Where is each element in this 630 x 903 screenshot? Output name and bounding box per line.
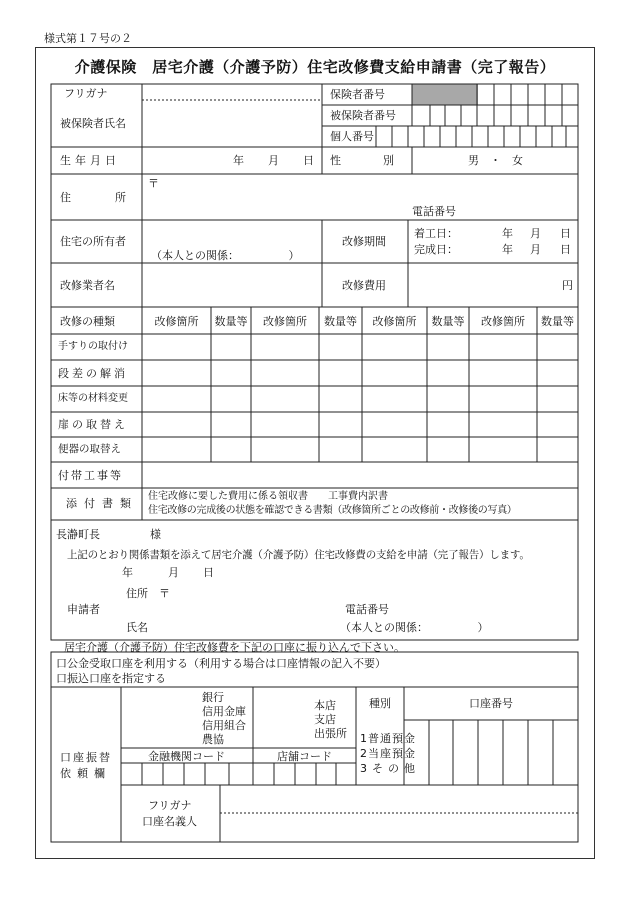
bank-code-label: 金融機関コード — [148, 750, 225, 763]
work-row-door: 扉の取替え — [58, 418, 128, 431]
work-type-header: 改修の種類 — [60, 315, 115, 328]
place-header-4: 改修箇所 — [481, 315, 525, 328]
institution-bank: 銀行 — [202, 691, 224, 704]
branch-main: 本店 — [314, 699, 336, 712]
work-row-extra: 付帯工事等 — [58, 469, 123, 482]
app-month-unit: 月 — [168, 566, 179, 579]
app-day-unit: 日 — [203, 566, 214, 579]
birth-day-unit: 日 — [303, 154, 314, 167]
attachments-line-2: 住宅改修の完成後の状態を確認できる書類（改修箇所ごとの改修前・改修後の写真） — [148, 505, 517, 516]
owner-label: 住宅の所有者 — [60, 235, 126, 248]
sex-label: 性別 — [330, 154, 436, 167]
qty-header-2: 数量等 — [324, 315, 357, 328]
bank-section-label-2: 依頼欄 — [60, 767, 111, 780]
insured-name-field[interactable] — [143, 101, 321, 147]
insured-name-label: 被保険者氏名 — [60, 117, 126, 130]
qty-header-4: 数量等 — [541, 315, 574, 328]
place-header-1: 改修箇所 — [154, 315, 199, 328]
qty-header-1: 数量等 — [214, 315, 248, 328]
address-label: 住所 — [60, 191, 170, 204]
insurer-number-label: 保険者番号 — [330, 88, 385, 101]
applicant-address-label: 住所 〒 — [126, 587, 170, 600]
work-row-step: 段差の解消 — [58, 367, 128, 380]
contractor-label: 改修業者名 — [60, 279, 115, 292]
account-holder-label: 口座名義人 — [142, 815, 197, 828]
birth-date-label: 生年月日 — [60, 154, 120, 167]
sex-options[interactable]: 男 ・ 女 — [468, 154, 523, 167]
branch-sub: 出張所 — [314, 727, 347, 740]
account-type-header: 種別 — [369, 697, 391, 710]
account-type-current[interactable]: 2当座預金 — [360, 747, 416, 760]
addressee-honorific: 様 — [150, 528, 161, 541]
account-type-other[interactable]: 3その他 — [360, 762, 420, 775]
applicant-label: 申請者 — [67, 603, 100, 616]
qty-header-3: 数量等 — [431, 315, 465, 328]
address-phone-label: 電話番号 — [412, 205, 456, 218]
form-number: 様式第１７号の２ — [44, 32, 132, 45]
start-year-unit: 年 — [502, 227, 513, 240]
institution-ja: 農協 — [202, 733, 224, 746]
holder-furigana-label: フリガナ — [148, 799, 192, 812]
start-date-label: 着工日： — [414, 227, 458, 240]
cost-label: 改修費用 — [342, 279, 386, 292]
furigana-label: フリガナ — [64, 87, 108, 100]
start-month-unit: 月 — [530, 227, 541, 240]
start-day-unit: 日 — [560, 227, 571, 240]
insured-number-label: 被保険者番号 — [330, 109, 396, 122]
personal-number-label: 個人番号 — [330, 130, 374, 143]
applicant-name-label: 氏名 — [126, 621, 148, 634]
owner-relation: （本人との関係： ） — [151, 249, 300, 262]
addressee: 長瀞町長 — [56, 528, 100, 541]
applicant-relation: （本人との関係： ） — [340, 621, 489, 634]
attachments-label: 添付書類 — [66, 497, 138, 510]
app-year-unit: 年 — [122, 566, 133, 579]
branch-code-label: 店舗コード — [277, 750, 332, 763]
period-label: 改修期間 — [342, 235, 386, 248]
bank-instruction: 居宅介護（介護予防）住宅改修費を下記の口座に振り込んで下さい。 — [64, 641, 405, 654]
finish-year-unit: 年 — [502, 243, 513, 256]
postal-mark: 〒 — [148, 177, 159, 190]
account-type-ordinary[interactable]: 1普通預金 — [360, 732, 416, 745]
place-header-2: 改修箇所 — [263, 315, 307, 328]
birth-year-unit: 年 — [233, 154, 244, 167]
form-title: 介護保険 居宅介護（介護予防）住宅改修費支給申請書（完了報告） — [74, 58, 556, 76]
bank-section-label-1: 口座振替 — [60, 751, 112, 764]
institution-credit-union: 信用組合 — [202, 719, 246, 732]
transfer-account-option[interactable]: 口振込口座を指定する — [56, 672, 166, 685]
institution-shinkin: 信用金庫 — [202, 705, 246, 718]
work-row-toilet: 便器の取替え — [58, 443, 121, 455]
finish-date-label: 完成日： — [414, 243, 458, 256]
birth-month-unit: 月 — [268, 154, 279, 167]
work-row-floor: 床等の材料変更 — [58, 393, 128, 404]
account-number-header: 口座番号 — [469, 697, 513, 710]
applicant-phone-label: 電話番号 — [345, 603, 389, 616]
work-row-handrail: 手すりの取付け — [58, 341, 128, 352]
public-account-option[interactable]: 口公金受取口座を利用する（利用する場合は口座情報の記入不要） — [56, 657, 386, 670]
branch-branch: 支店 — [314, 713, 336, 726]
attachments-line-1: 住宅改修に要した費用に係る領収書 工事費内訳書 — [148, 491, 388, 502]
place-header-3: 改修箇所 — [372, 315, 417, 328]
finish-day-unit: 日 — [560, 243, 571, 256]
finish-month-unit: 月 — [530, 243, 541, 256]
application-statement: 上記のとおり関係書類を添えて居宅介護（介護予防）住宅改修費の支給を申請（完了報告）します。 — [67, 549, 530, 561]
yen-unit: 円 — [562, 279, 573, 292]
